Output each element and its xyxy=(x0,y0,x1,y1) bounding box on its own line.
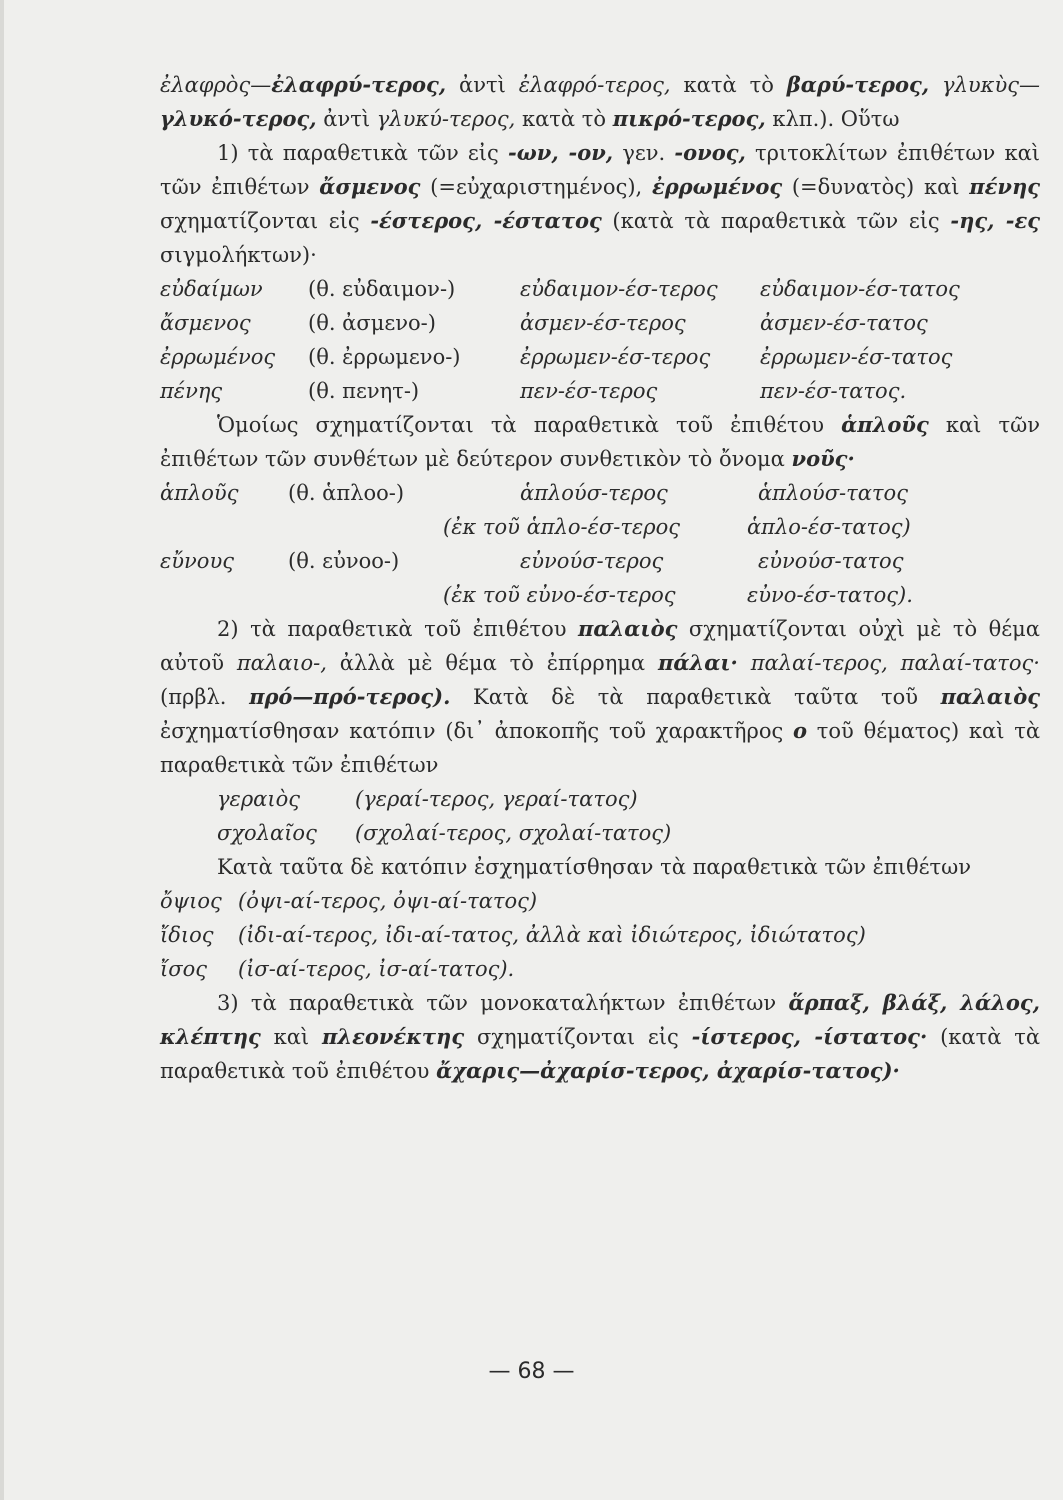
stem: (θ. ἁπλοο-) xyxy=(288,481,405,505)
page-body xyxy=(160,68,1040,1088)
bold-term: παλαιὸς xyxy=(940,684,1040,709)
text: καὶ τῶν ἐπιθέτων τῶν συνθέτων μὲ δεύτερον συνθετικὸν τὸ ὄνομα xyxy=(160,413,1040,471)
adjective: ἐρρωμένος xyxy=(160,345,276,369)
bold-term: παλαιὸς xyxy=(578,616,678,641)
table-row xyxy=(160,544,1040,578)
text: σχηματίζονται εἰς xyxy=(464,1025,692,1049)
derivation-superlative: ἁπλο-έσ-τατος) xyxy=(747,515,911,539)
table-row xyxy=(160,306,1040,340)
italic-term: παλαιο-, xyxy=(236,651,327,675)
list-item xyxy=(160,782,1040,816)
italic-term: γλυκὺς— xyxy=(942,73,1040,97)
page-edge xyxy=(0,0,4,1500)
text: σχηματίζονται εἰς xyxy=(160,209,371,233)
table-row xyxy=(160,340,1040,374)
text: κατὰ τὸ xyxy=(515,107,613,131)
forms: (σχολαί-τερος, σχολαί-τατος) xyxy=(355,821,672,845)
text: ἀντὶ xyxy=(446,73,519,97)
bold-term: γλυκό-τερος, xyxy=(160,106,317,131)
paragraph-2 xyxy=(160,136,1040,272)
forms: (ἰσ-αί-τερος, ἰσ-αί-τατος). xyxy=(238,957,515,981)
text xyxy=(738,651,751,675)
paragraph-1 xyxy=(160,68,1040,136)
adjective: γεραιὸς xyxy=(217,787,300,811)
text: 3) τὰ παραθετικὰ τῶν μονοκαταλήκτων ἐπιθέτων xyxy=(217,991,789,1015)
example-list-2 xyxy=(160,884,1040,986)
bold-term: πρό—πρό-τερος). xyxy=(249,684,451,709)
stem: (θ. εὐδαιμον-) xyxy=(308,277,456,301)
text: 2) τὰ παραθετικὰ τοῦ ἐπιθέτου xyxy=(217,617,578,641)
stem: (θ. πενητ-) xyxy=(308,379,420,403)
bold-term: βαρύ-τερος, xyxy=(786,72,930,97)
derivation-comparative: (ἐκ τοῦ εὐνο-έσ-τερος xyxy=(443,583,676,607)
bold-term: νοῦς· xyxy=(791,446,855,471)
superlative: ἀσμεν-έσ-τατος xyxy=(760,311,928,335)
stem: (θ. εὐνοο-) xyxy=(288,549,400,573)
text: καὶ xyxy=(260,1025,322,1049)
text: τοῦ θέματος) καὶ τὰ παραθετικὰ τῶν ἐπιθέτων xyxy=(160,719,1041,777)
text: ἀλλὰ μὲ θέμα τὸ ἐπίρρημα xyxy=(326,651,658,675)
stem: (θ. ἐρρωμενο-) xyxy=(308,345,461,369)
text: Ὁμοίως σχηματίζονται τὰ παραθετικὰ τοῦ ἐπιθέτου xyxy=(217,413,842,437)
adjective: ἁπλοῦς xyxy=(160,481,239,505)
italic-term: ἐλαφρό-τερος, xyxy=(518,73,671,97)
superlative: εὐνούσ-τατος xyxy=(758,549,904,573)
superlative: πεν-έσ-τατος. xyxy=(760,379,907,403)
paragraph-6 xyxy=(160,986,1040,1088)
comparative: εὐνούσ-τερος xyxy=(520,549,664,573)
italic-term: παλαί-τερος, παλαί-τατος· xyxy=(750,651,1040,675)
list-item xyxy=(160,884,1040,918)
text: γεν. xyxy=(613,141,675,165)
adjective: πένης xyxy=(160,379,223,403)
table-row xyxy=(160,272,1040,306)
adjective: ἴσος xyxy=(160,957,207,981)
list-item xyxy=(160,952,1040,986)
table-subrow xyxy=(160,578,1040,612)
superlative: ἐρρωμεν-έσ-τατος xyxy=(760,345,953,369)
bold-term: -ης, -ες xyxy=(950,208,1041,233)
superlative: ἁπλούσ-τατος xyxy=(758,481,908,505)
text: κατὰ τὸ xyxy=(670,73,787,97)
bold-term: -ονος, xyxy=(674,140,746,165)
bold-term: -ων, -ον, xyxy=(508,140,614,165)
italic-term: γλυκύ-τερος, xyxy=(376,107,516,131)
comparative: ἀσμεν-έσ-τερος xyxy=(520,311,686,335)
table-row xyxy=(160,374,1040,408)
page-number: — 68 — xyxy=(488,1359,575,1384)
comparative: εὐδαιμον-έσ-τερος xyxy=(520,277,718,301)
text: σιγμολήκτων)· xyxy=(160,243,317,267)
bold-term: πικρό-τερος, xyxy=(612,106,766,131)
comparison-table-2 xyxy=(160,476,1040,612)
bold-term: ἅρπαξ, βλάξ, λάλος, κλέπτης xyxy=(160,990,1040,1049)
comparative: πεν-έσ-τερος xyxy=(520,379,658,403)
paragraph-5: Κατὰ ταῦτα δὲ κατόπιν ἐσχηματίσθησαν τὰ παραθετικὰ τῶν ἐπιθέτων xyxy=(217,855,971,879)
text: (=εὐχαριστημένος), xyxy=(420,175,652,199)
bold-term: ἄσμενος xyxy=(319,174,421,199)
text: ἐσχηματίσθησαν κατόπιν (δι᾽ ἀποκοπῆς τοῦ χαρακτῆρος xyxy=(160,719,794,743)
list-item xyxy=(160,816,1040,850)
adjective: ὄψιος xyxy=(160,889,222,913)
text: Κατὰ δὲ τὰ παραθετικὰ ταῦτα τοῦ xyxy=(450,685,941,709)
derivation-comparative: (ἐκ τοῦ ἁπλο-έσ-τερος xyxy=(443,515,680,539)
comparison-table-1 xyxy=(160,272,1040,408)
adjective: εὔνους xyxy=(160,549,234,573)
adjective: ἴδιος xyxy=(160,923,214,947)
bold-term: -ίστερος, -ίστατος· xyxy=(691,1024,928,1049)
text: κλπ.). Οὕτω xyxy=(765,107,900,131)
stem: (θ. ἀσμενο-) xyxy=(308,311,436,335)
table-subrow xyxy=(160,510,1040,544)
bold-term: πάλαι· xyxy=(657,650,738,675)
adjective: ἄσμενος xyxy=(160,311,251,335)
example-list-1 xyxy=(160,782,1040,850)
text xyxy=(929,73,942,97)
text: 1) τὰ παραθετικὰ τῶν εἰς xyxy=(217,141,509,165)
bold-term: ἄχαρις—ἀχαρίσ-τερος, ἀχαρίσ-τατος)· xyxy=(436,1058,900,1083)
bold-term: ἐλαφρύ-τερος, xyxy=(271,72,447,97)
comparative: ἁπλούσ-τερος xyxy=(520,481,668,505)
bold-term: πένης xyxy=(969,174,1040,199)
bold-term: ἁπλοῦς xyxy=(841,412,929,437)
text: (=δυνατὸς) καὶ xyxy=(782,175,970,199)
text: σχηματίζονται οὐχὶ μὲ τὸ θέμα αὐτοῦ xyxy=(160,617,1040,675)
adjective: εὐδαίμων xyxy=(160,277,263,301)
text: (κατὰ τὰ παραθετικὰ τοῦ ἐπιθέτου xyxy=(160,1025,1041,1083)
list-item xyxy=(160,918,1040,952)
forms: (ἰδι-αί-τερος, ἰδι-αί-τατος, ἀλλὰ καὶ ἰδιώτερος, ἰδιώτατος) xyxy=(238,923,866,947)
text: (κατὰ τὰ παραθετικὰ τῶν εἰς xyxy=(601,209,951,233)
superlative: εὐδαιμον-έσ-τατος xyxy=(760,277,960,301)
comparative: ἐρρωμεν-έσ-τερος xyxy=(520,345,711,369)
bold-term: -έστερος, -έστατος xyxy=(370,208,602,233)
table-row xyxy=(160,476,1040,510)
bold-term: ο xyxy=(793,718,808,743)
forms: (γεραί-τερος, γεραί-τατος) xyxy=(355,787,638,811)
text: (πρβλ. xyxy=(160,685,250,709)
text: τριτοκλίτων ἐπιθέτων καὶ τῶν ἐπιθέτων xyxy=(160,141,1040,199)
forms: (ὀψι-αί-τερος, ὀψι-αί-τατος) xyxy=(238,889,538,913)
adjective: σχολαῖος xyxy=(217,821,317,845)
bold-term: πλεονέκτης xyxy=(321,1024,465,1049)
bold-term: ἐρρωμένος xyxy=(651,174,783,199)
text: ἐλαφρὸς— xyxy=(160,73,272,97)
text: ἀντὶ xyxy=(316,107,377,131)
paragraph-3 xyxy=(160,408,1040,476)
paragraph-4 xyxy=(160,612,1040,782)
derivation-superlative: εὐνο-έσ-τατος). xyxy=(747,583,913,607)
